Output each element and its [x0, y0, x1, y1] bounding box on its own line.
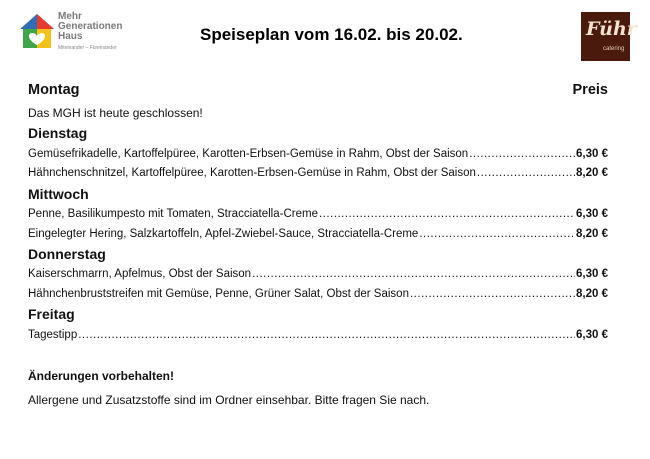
menu-item-price: 8,20 €: [576, 228, 608, 240]
logo-text-line: Generationen: [58, 21, 123, 32]
menu-item-price: 8,20 €: [576, 288, 608, 300]
caterer-brand: Führ: [586, 18, 637, 40]
leader-dots: [469, 148, 575, 160]
menu-item-price: 8,20 €: [576, 167, 608, 179]
menu-item: [28, 329, 608, 345]
menu-item: [28, 228, 608, 244]
leader-dots: [410, 288, 575, 300]
leader-dots: [419, 228, 575, 240]
logo-text-line: Haus: [58, 31, 83, 42]
menu-item: [28, 148, 608, 164]
menu-item-price: 6,30 €: [576, 208, 608, 220]
changes-note: Änderungen vorbehalten!: [28, 369, 175, 383]
menu-item-desc: Tagestipp: [28, 329, 78, 341]
caterer-logo: [581, 12, 637, 61]
closed-note: Das MGH ist heute geschlossen!: [28, 106, 203, 120]
house-logo-icon: [18, 12, 56, 50]
logo-text-line: Mehr: [58, 11, 82, 22]
menu-item-desc: Hähnchenschnitzel, Kartoffelpüree, Karotten-Erbsen-Gemüse in Rahm, Obst der Saison: [28, 167, 476, 179]
leader-dots: [78, 329, 575, 341]
mgh-logo: [18, 12, 133, 52]
menu-item-desc: Gemüsefrikadelle, Kartoffelpüree, Karotten-Erbsen-Gemüse in Rahm, Obst der Saison: [28, 148, 469, 160]
caterer-sub: catering: [603, 46, 625, 52]
day-heading-wednesday: Mittwoch: [28, 186, 89, 202]
day-heading-tuesday: Dienstag: [28, 125, 88, 141]
day-heading-monday: Montag: [28, 82, 80, 98]
menu-item-price: 6,30 €: [576, 329, 608, 341]
allergens-note: Allergene und Zusatzstoffe sind im Ordner einsehbar. Bitte fragen Sie nach.: [28, 393, 430, 407]
logo-tagline: Miteinander – Füreinander: [58, 45, 117, 51]
leader-dots: [252, 268, 575, 280]
menu-item: [28, 268, 608, 284]
menu-item-desc: Penne, Basilikumpesto mit Tomaten, Stracciatella-Creme: [28, 208, 318, 220]
price-header: Preis: [572, 82, 608, 98]
day-heading-friday: Freitag: [28, 306, 75, 322]
menu-item-desc: Eingelegter Hering, Salzkartoffeln, Apfel-Zwiebel-Sauce, Stracciatella-Creme: [28, 228, 419, 240]
menu-item-desc: Hähnchenbruststreifen mit Gemüse, Penne, Grüner Salat, Obst der Saison: [28, 288, 409, 300]
day-heading-thursday: Donnerstag: [28, 246, 106, 262]
menu-item-price: 6,30 €: [576, 268, 608, 280]
leader-dots: [477, 167, 575, 179]
menu-item: [28, 167, 608, 183]
page-title: Speiseplan vom 16.02. bis 20.02.: [200, 25, 463, 44]
menu-item: [28, 208, 608, 224]
menu-header-row: [28, 82, 608, 98]
menu-item: [28, 288, 608, 304]
menu-item-desc: Kaiserschmarrn, Apfelmus, Obst der Saison: [28, 268, 252, 280]
leader-dots: [319, 208, 575, 220]
menu-item-price: 6,30 €: [576, 148, 608, 160]
